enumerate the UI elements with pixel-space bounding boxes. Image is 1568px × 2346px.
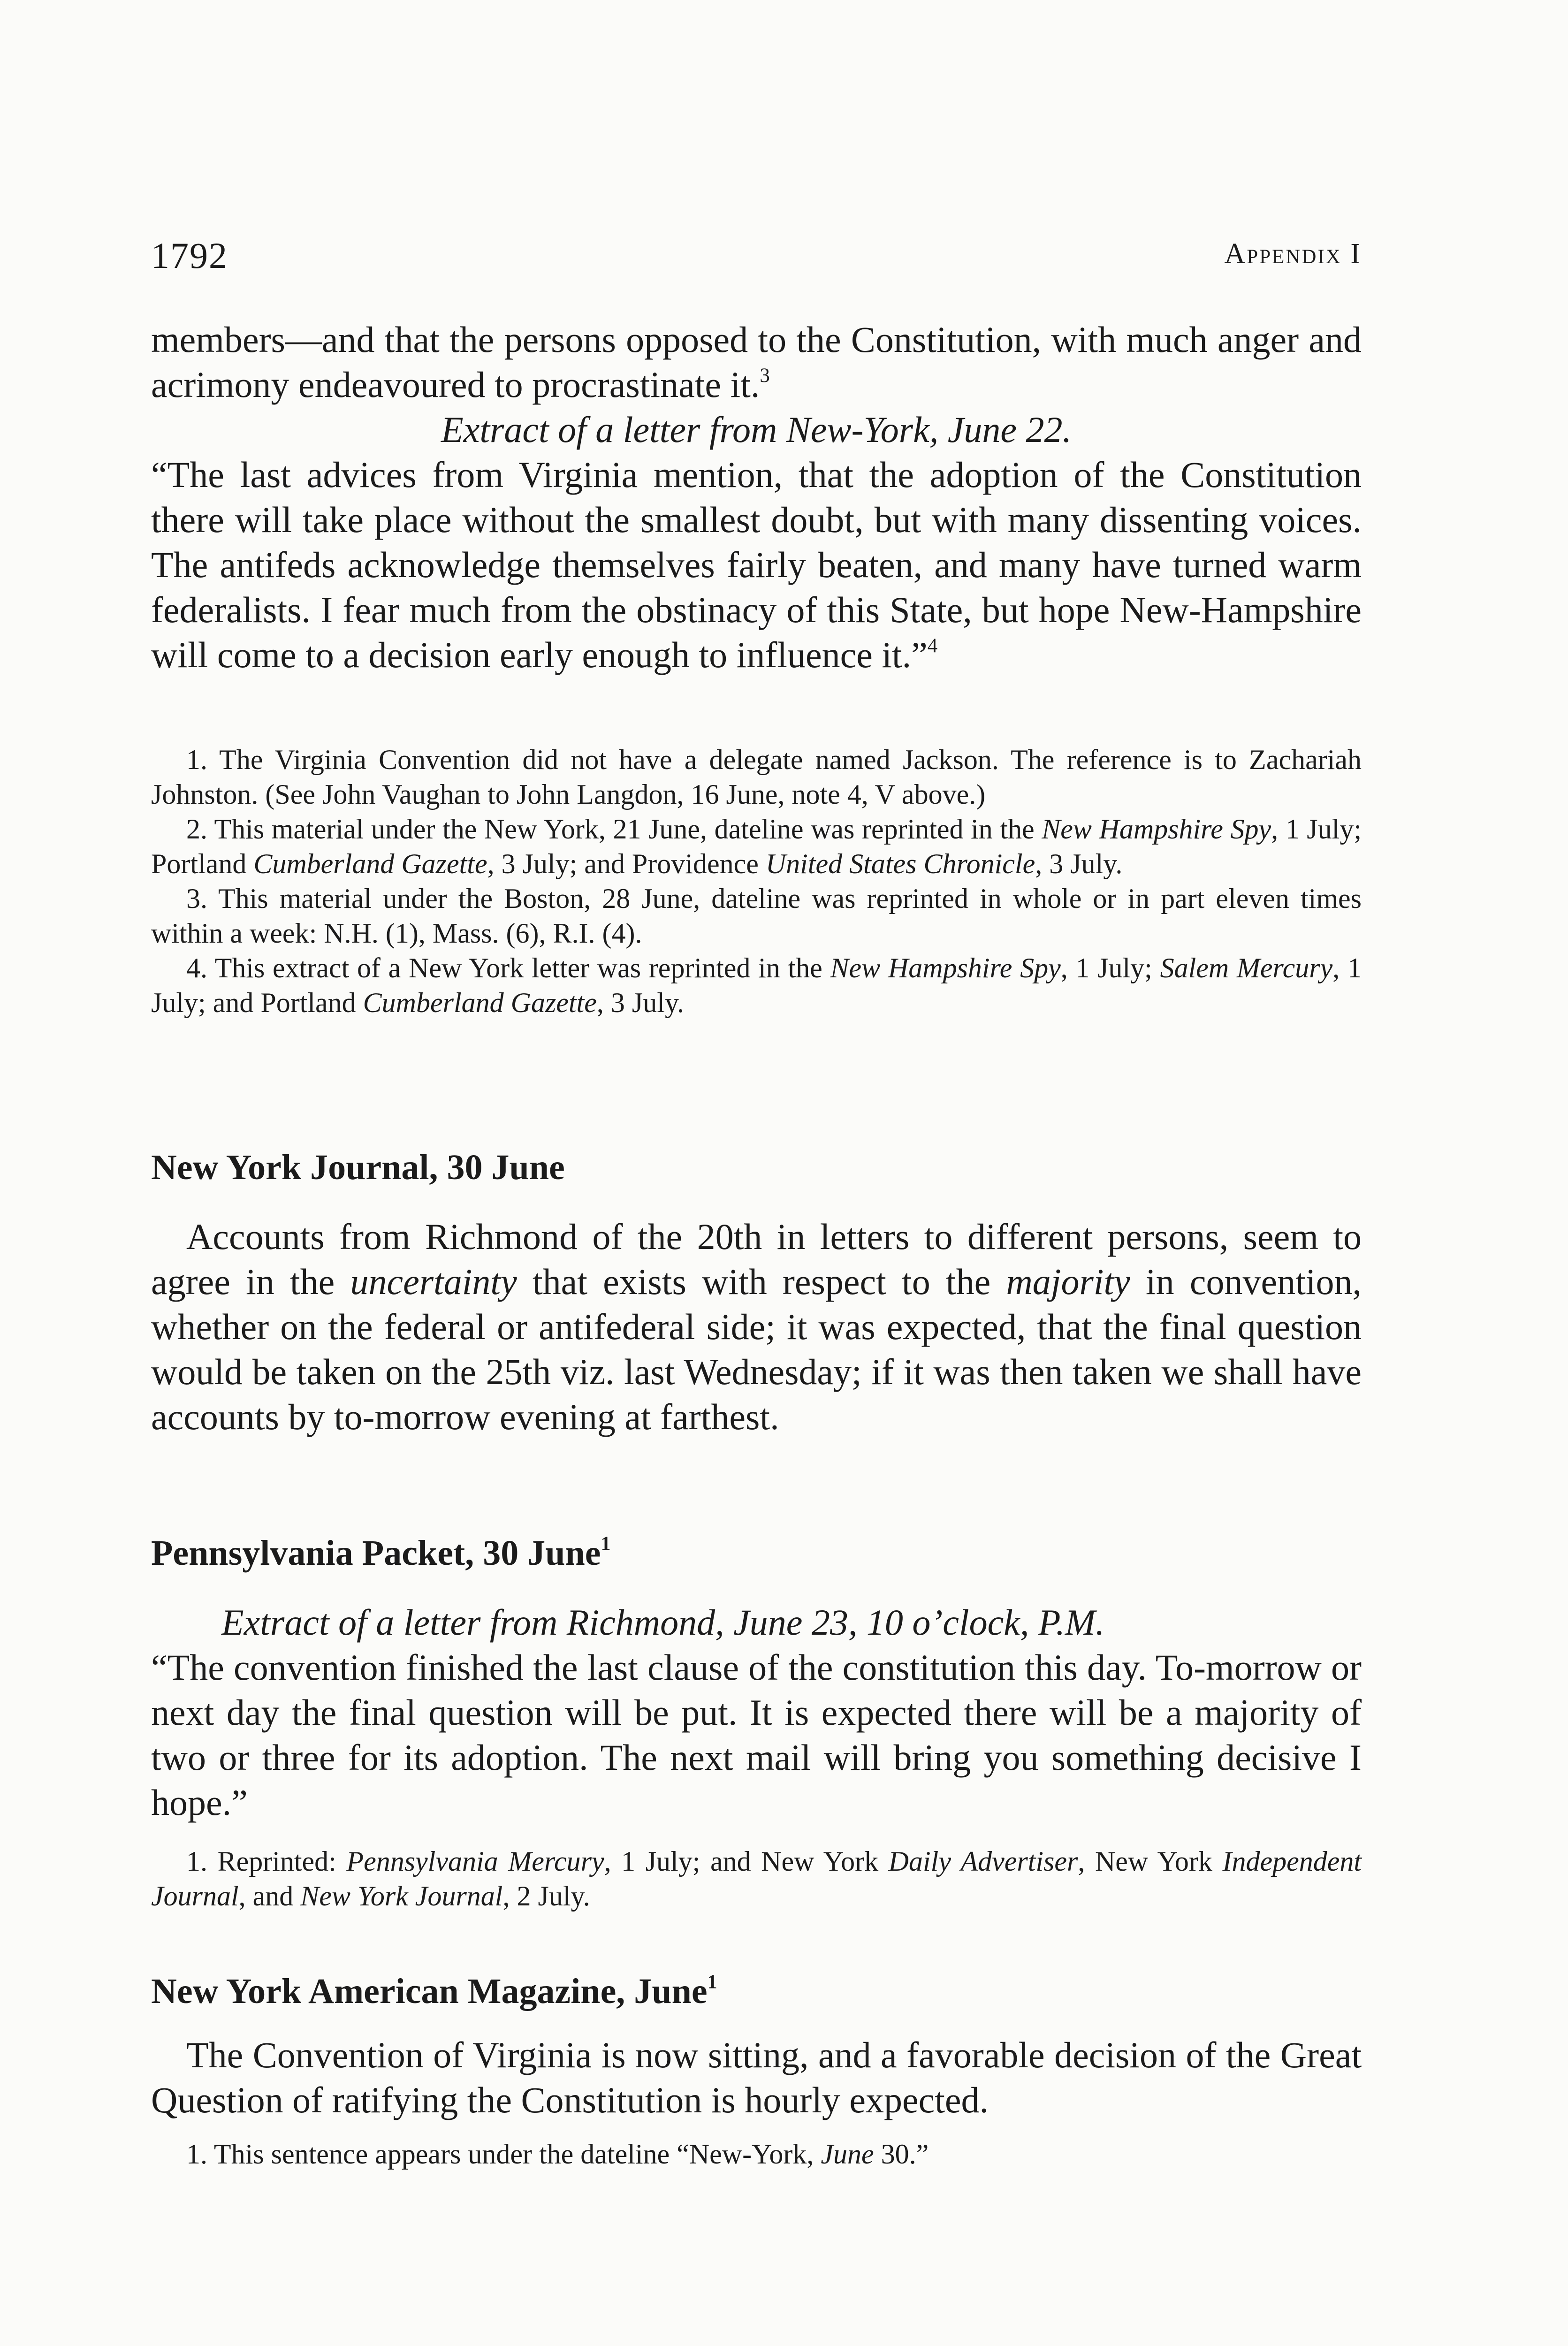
section-pennsylvania-packet bbox=[151, 1531, 1362, 1913]
letter-paragraph: “The last advices from Virginia mention, that the adoption of the Constitution there will take place without the smallest doubt, but with many dissenting voices. The antifeds acknowledge themselves fairly beaten, and many have turned warm federalists. I fear much from the obstinacy of this State, but hope New-Hampshire will come to a decision early enough to influence it.”$^4$ bbox=[151, 454, 1362, 675]
footnote-1: 1. This sentence appears under the dateline “New-York, June 30.” bbox=[186, 2139, 929, 2170]
footnote-1: 1. Reprinted: Pennsylvania Mercury, 1 July; and New York Daily Advertiser, New York Independent Journal, and New York Journal, 2 July. bbox=[151, 1846, 1362, 1912]
section-heading: New York Journal, 30 June bbox=[151, 1148, 565, 1187]
section-paragraph: The Convention of Virginia is now sitting, and a favorable decision of the Great Question of ratifying the Constitution is hourly expected. bbox=[151, 2034, 1362, 2120]
footnote-4: 4. This extract of a New York letter was reprinted in the New Hampshire Spy, 1 July; Salem Mercury, 1 July; and Portland Cumberland Gazette, 3 July. bbox=[151, 952, 1362, 1018]
opening-block bbox=[151, 317, 1362, 678]
page-number: 1792 bbox=[151, 235, 228, 276]
section-heading: New York American Magazine, June$^1$ bbox=[151, 1971, 717, 2011]
footnote-3: 3. This material under the Boston, 28 June, dateline was reprinted in whole or in part eleven times within a week: N.H. (1), Mass. (6), R.I. (4). bbox=[151, 883, 1362, 949]
footnote-1: 1. The Virginia Convention did not have a delegate named Jackson. The reference is to Zachariah Johnston. (See John Vaughan to John Langdon, 16 June, note 4, V above.) bbox=[151, 744, 1362, 810]
running-head: Appendix I bbox=[1224, 238, 1362, 270]
page-header bbox=[151, 235, 1362, 286]
section-heading: Pennsylvania Packet, 30 June$^1$ bbox=[151, 1533, 611, 1573]
extract-dateline: Extract of a letter from Richmond, June 23, 10 o’clock, P.M. bbox=[221, 1602, 1105, 1643]
section-new-york-journal bbox=[151, 1145, 1362, 1440]
continuation-paragraph: members—and that the persons opposed to the Constitution, with much anger and acrimony endeavoured to procrastinate it.$^3$ bbox=[151, 319, 1362, 405]
footnote-ref: 4 bbox=[927, 634, 938, 657]
letter-paragraph: “The convention finished the last clause of the constitution this day. To-morrow or next day the final question will be put. It is expected there will be a majority of two or three for its adoption. The next mail will bring you something decisive I hope.” bbox=[151, 1647, 1362, 1823]
footnote-ref: 1 bbox=[601, 1533, 611, 1555]
extract-dateline: Extract of a letter from New-York, June 22. bbox=[441, 409, 1072, 450]
footnotes-1 bbox=[151, 742, 1362, 1020]
footnote-ref: 1 bbox=[707, 1971, 717, 1993]
section-new-york-american-magazine bbox=[151, 1969, 1362, 2171]
footnote-2: 2. This material under the New York, 21 June, dateline was reprinted in the New Hampshire Spy, 1 July; Portland Cumberland Gazette, 3 July; and Providence United States Chronicle, 3 July. bbox=[151, 814, 1362, 879]
section-paragraph: Accounts from Richmond of the 20th in letters to different persons, seem to agree in the uncertainty that exists with respect to the majority in convention, whether on the federal or antifederal side; it was expected, that the final question would be taken on the 25th viz. last Wednesday; if it was then taken we shall have accounts by to-morrow evening at farthest. bbox=[151, 1216, 1362, 1437]
footnote-ref: 3 bbox=[760, 364, 770, 387]
